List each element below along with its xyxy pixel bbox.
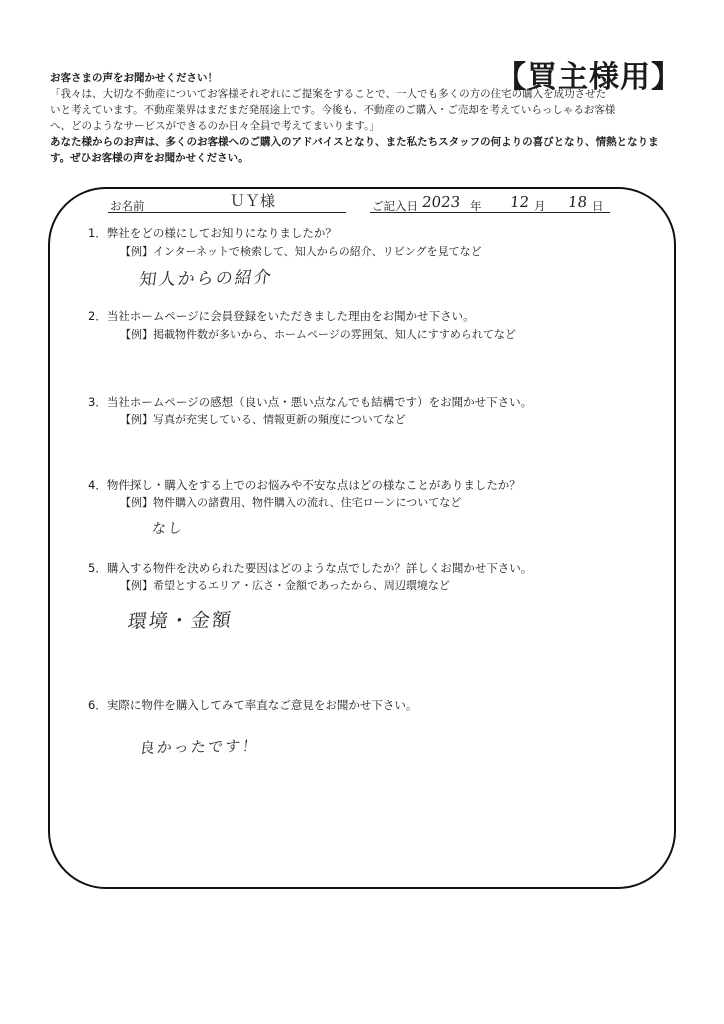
date-underline [370, 212, 610, 213]
question-1: 1．弊社をどの様にしてお知りになりましたか？ [88, 226, 337, 240]
intro-line: へ、どのようなサービスができるのか日々全員で考えてまいります。」 [50, 120, 380, 132]
intro-line: 「我々は、大切な不動産についてお客様それぞれにご提案をすることで、一人でも多くの方の住宅の購入を成功させた [50, 88, 607, 100]
name-label: お名前 [110, 199, 145, 213]
question-5: 5．購入する物件を決められた要因はどのような点でしたか？詳しくお聞かせ下さい。 [88, 561, 533, 575]
name-value: ＵＹ様 [230, 192, 276, 210]
month-value: 12 [509, 193, 531, 211]
answer-4: なし [150, 520, 185, 538]
day-value: 18 [567, 193, 589, 211]
question-4: 4．物件探し・購入をする上でのお悩みや不安な点はどの様なことがありましたか？ [88, 478, 521, 492]
intro-text [50, 70, 690, 166]
survey-frame [48, 187, 676, 889]
month-unit: 月 [534, 199, 546, 213]
buyer-badge: 【買主様用】 [496, 60, 682, 95]
question-2: 2．当社ホームページに会員登録をいただきました理由をお聞かせ下さい。 [88, 309, 475, 323]
example-3: 【例】写真が充実している、情報更新の頻度についてなど [120, 413, 406, 426]
day-unit: 日 [592, 199, 604, 213]
example-5: 【例】希望とするエリア・広さ・金額であったから、周辺環境など [120, 579, 450, 592]
question-6: 6．実際に物件を購入してみて率直なご意見をお聞かせ下さい。 [88, 698, 418, 712]
intro-greeting: お客さまの声をお聞かせください！ [50, 72, 218, 84]
year-unit: 年 [470, 199, 482, 213]
intro-bold-line: す。ぜひお客様の声をお聞かせください。 [50, 152, 249, 164]
example-2: 【例】掲載物件数が多いから、ホームページの雰囲気、知人にすすめられてなど [120, 328, 516, 341]
intro-bold-line: あなた様からのお声は、多くのお客様へのご購入のアドバイスとなり、また私たちスタッフの何よりの喜びとなり、情熱となりま [50, 136, 659, 148]
intro-line: いと考えています。不動産業界はまだまだ発展途上です。今後も、不動産のご購入・ご売却を考えていらっしゃるお客様 [50, 104, 616, 116]
answer-5: 環境・金額 [126, 609, 235, 633]
example-1: 【例】インターネットで検索して、知人からの紹介、リビングを見てなど [120, 245, 482, 258]
name-underline [108, 212, 346, 213]
date-label: ご記入日 [372, 199, 418, 213]
answer-6: 良かったです！ [138, 736, 261, 758]
answer-1: 知人からの紹介 [138, 267, 275, 291]
example-4: 【例】物件購入の諸費用、物件購入の流れ、住宅ローンについてなど [120, 496, 462, 509]
year-value: 2023 [421, 193, 462, 211]
question-3: 3．当社ホームページの感想（良い点・悪い点なんでも結構です）をお聞かせ下さい。 [88, 395, 533, 409]
